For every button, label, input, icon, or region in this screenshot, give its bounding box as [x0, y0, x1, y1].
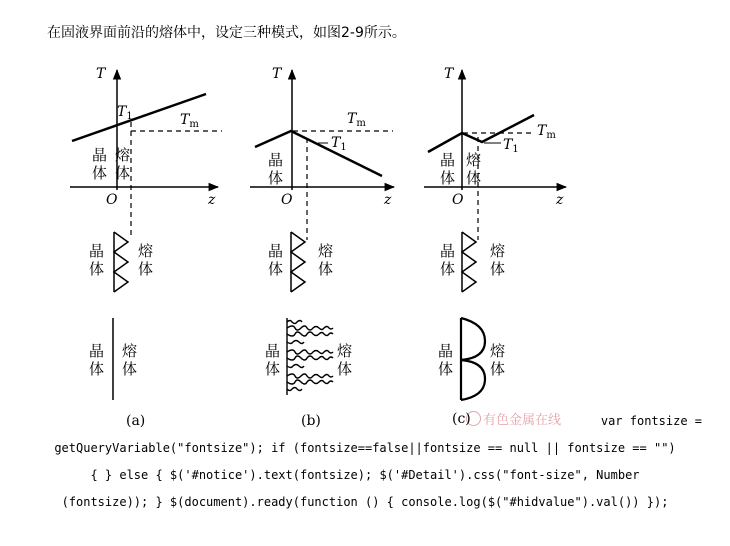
- panel-b-origin-label: O: [281, 192, 293, 208]
- panel-b-dendrite-crystal: 晶: [265, 342, 281, 360]
- stray-code-text: [8, 408, 722, 516]
- panel-b-dendrite-crystal-2: 体: [265, 360, 281, 378]
- panel-c-cellular-crystal: 晶: [438, 342, 454, 360]
- panel-b-sawtooth-melt-2: 体: [318, 260, 334, 278]
- panel-c-t-axis-label: T: [444, 66, 454, 82]
- panel-b-sawtooth-crystal-2: 体: [268, 260, 284, 278]
- panel-b-t-axis-label: T: [272, 66, 282, 82]
- panel-c-cellular-interface: [461, 318, 485, 400]
- panel-b-tm-label: $T_m$: [347, 111, 366, 129]
- panel-c-sawtooth-crystal-2: 体: [440, 260, 456, 278]
- panel-b-z-axis-label: z: [384, 192, 392, 208]
- panel-c-sawtooth-crystal: 晶: [440, 242, 456, 260]
- code-line-4: (fontsize)); } $(document).ready(function () { console.log($("#hidvalue").val()) });: [61, 495, 669, 509]
- panel-a-sawtooth-crystal: 晶: [89, 242, 105, 260]
- panel-a-sawtooth-interface: [114, 232, 128, 292]
- code-line-1: var fontsize =: [600, 414, 702, 428]
- panel-a-planar-melt-2: 体: [122, 360, 138, 378]
- panel-b-dendrites: [287, 318, 333, 395]
- panel-c-sawtooth-melt: 熔: [490, 242, 506, 260]
- panel-c-t1-label: $T_1$: [503, 137, 519, 155]
- panel-c-crystal-label: 晶: [440, 151, 456, 169]
- code-line-2: getQueryVariable("fontsize"); if (fontsize==false||fontsize == null || fontsize == ""): [54, 441, 676, 455]
- panel-a-crystal-label: 晶: [92, 146, 108, 164]
- panel-b-sawtooth-interface: [291, 232, 305, 292]
- panel-c-melt-label: 熔: [466, 151, 482, 169]
- panel-a-origin-label: O: [106, 192, 118, 208]
- panel-a-t-axis-label: T: [96, 66, 106, 82]
- panel-a-caption: (a): [126, 413, 146, 429]
- panel-b-crystal-label-2: 体: [268, 169, 284, 187]
- panel-a-sawtooth-melt-2: 体: [138, 260, 154, 278]
- panel-b-dendrite-melt: 熔: [337, 342, 353, 360]
- panel-a-z-axis-label: z: [208, 192, 216, 208]
- panel-c-sawtooth-melt-2: 体: [490, 260, 506, 278]
- panel-a-sawtooth-crystal-2: 体: [89, 260, 105, 278]
- panel-a: [70, 66, 222, 429]
- panel-c-z-axis-label: z: [556, 192, 564, 208]
- panel-a-t1-label: $T_1$: [117, 104, 133, 122]
- panel-c-caption: (c): [452, 411, 471, 427]
- panel-a-melt-label: 熔: [115, 146, 131, 164]
- panel-a-planar-melt: 熔: [122, 342, 138, 360]
- panel-a-sawtooth-melt: 熔: [138, 242, 154, 260]
- panel-c-origin-label: O: [452, 192, 464, 208]
- watermark-text: 有色金属在线: [483, 413, 562, 428]
- intro-text: 在固液界面前沿的熔体中，设定三种模式，如图2-9所示。: [47, 25, 406, 41]
- panel-b-sawtooth-melt: 熔: [318, 242, 334, 260]
- panel-a-planar-crystal-2: 体: [89, 360, 105, 378]
- panel-c-sawtooth-interface: [462, 232, 476, 292]
- panel-c: [424, 66, 566, 400]
- panel-c-cellular-crystal-2: 体: [438, 360, 454, 378]
- panel-b-dendrite-melt-2: 体: [337, 360, 353, 378]
- panel-c-crystal-label-2: 体: [440, 169, 456, 187]
- panel-b-t1-label: $T_1$: [331, 135, 347, 153]
- panel-a-melt-label-2: 体: [115, 164, 131, 182]
- panel-b-crystal-label: 晶: [268, 151, 284, 169]
- panel-b: [250, 66, 394, 429]
- panel-b-sawtooth-crystal: 晶: [268, 242, 284, 260]
- panel-b-caption: (b): [301, 413, 321, 429]
- panel-c-cellular-melt: 熔: [490, 342, 506, 360]
- panel-a-crystal-label-2: 体: [92, 164, 108, 182]
- code-line-3: { } else { $('#notice').text(fontsize); $('#Detail').css("font-size", Number: [90, 468, 640, 482]
- panel-a-planar-crystal: 晶: [89, 342, 105, 360]
- panel-c-cellular-melt-2: 体: [490, 360, 506, 378]
- panel-c-tm-label: $T_m$: [537, 123, 556, 141]
- panel-a-tm-label: $T_m$: [180, 112, 199, 130]
- panel-c-melt-label-2: 体: [466, 169, 482, 187]
